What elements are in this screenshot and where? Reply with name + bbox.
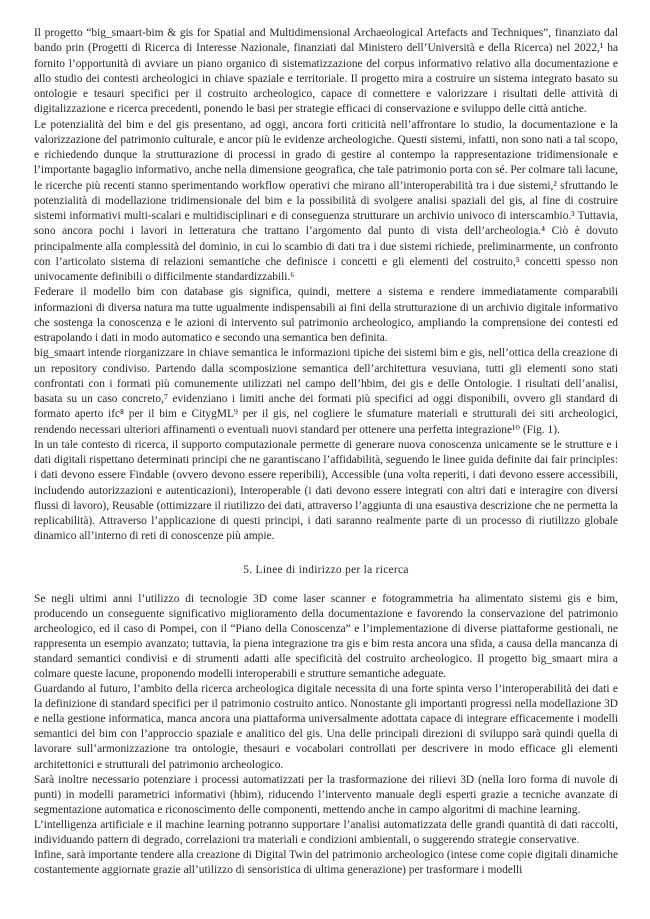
paragraph-project-intro: Il progetto “big_smaart-bim & gis for Spatial and Multidimensional Archaeological Artefacts and Techniques”, finanziato dal bando prin (Progetti di Ricerca di Interesse Nazionale, finanziati dal Ministero dell’Università e della Ricerca) nel 2022,¹ ha fornito l’opportunità di avviare un piano organico di sistematizzazione del corpus informativo relativo alla documentazione e allo studio dei contesti archeologici in chiave spaziale e territoriale. Il progetto mira a costruire un sistema integrato basato su ontologie e tesauri specifici per il costruito archeologico, capace di connettere e valorizzare i risultati delle attività di digitalizzazione e ricerca precedenti, ponendo le basi per strategie efficaci di conservazione e sviluppo delle città antiche. — [34, 27, 618, 116]
paragraph-future-interoperability: Guardando al futuro, l’ambito della ricerca archeologica digitale necessita di una forte spinta verso l’interoperabilità dei dati e la definizione di standard specifici per il patrimonio costruito antico. Nonostante gli importanti progressi nella modellazione 3D e nella gestione informatica, manca ancora una piattaforma universalmente adottata capace di integrare efficacemente i modelli semantici del bim con l’approccio spaziale e analitico del gis. Una delle principali direzioni di sviluppo sarà quindi quella di lavorare sull’armonizzazione tra ontologie, thesauri e vocabolari controllati per descrivere in modo efficace gli elementi architettonici e strutturali del patrimonio archeologico. — [34, 683, 618, 771]
paragraph-fair-principles: In un tale contesto di ricerca, il supporto computazionale permette di generare nuova conoscenza unicamente se le strutture e i dati digitali rispettano determinati principi che ne garantiscano l’affidabilità, seguendo le linee guida definite dai fair principles: i dati devono essere Findable (ovvero devono essere reperibili), Accessible (una volta reperiti, i dati devono essere accessibili, includendo autorizzazioni e autenticazioni), Interoperable (i dati devono essere integrati con altri dati e interagire con diversi flussi di lavoro), Reusable (ottimizzare il riutilizzo dei dati, attraverso l’aggiunta di una esaustiva descrizione che ne permetta la replicabilità). Attraverso l’applicazione di questi principi, i dati saranno realmente parte di un processo di riutilizzo globale dinamico all’interno di reti di conoscenze più ampie. — [34, 438, 618, 543]
paragraph-3d-technologies: Se negli ultimi anni l’utilizzo di tecnologie 3D come laser scanner e fotogrammetria ha alimentato sistemi gis e bim, producendo un conseguente significativo miglioramento della documentazione e favorendo la conservazione del patrimonio archeologico, ed il caso di Pompei, con il “Piano della Conoscenza” e l’implementazione di diverse piattaforme gestionali, ne rappresenta un esempio avanzato; tuttavia, la piena integrazione tra gis e bim resta ancora una sfida, a causa della mancanza di standard semantici condivisi e di strumenti adatti alle specificità del costruito archeologico. Il progetto big_smaart mira a colmare queste lacune, proponendo modelli interoperabili e strutture semantiche adeguate. — [34, 592, 618, 680]
section-heading: 5. Linee di indirizzo per la ricerca — [243, 563, 409, 576]
paragraph-ai-ml: L’intelligenza artificiale e il machine learning potranno supportare l’analisi automatizzata delle grandi quantità di dati raccolti, individuando pattern di degrado, correlazioni tra materiali e condizioni ambientali, o suggerendo strategie conservative. — [34, 818, 618, 846]
paragraph-bim-gis-criticalities: Le potenzialità del bim e del gis presentano, ad oggi, ancora forti criticità nell’affrontare lo studio, la documentazione e la valorizzazione del patrimonio culturale, e ancor più le evidenze archeologiche. Questi sistemi, infatti, non sono nati a tal scopo, e richiedendo dunque la strutturazione di processi in grado di gestire al contempo la rappresentazione tridimensionale e l’importante bagaglio informativo, anche nella dimensione geografica, che tale patrimonio porta con sé. Per colmare tali lacune, le ricerche più recenti stanno sperimentando workflow operativi che mirano all’interoperabilità tra i due sistemi,² sfruttando le potenzialità di modellazione tridimensionale del bim e la possibilità di svolgere analisi spaziali del gis, al fine di costruire sistemi informativi multi-scalari e multidisciplinari e di conseguenza strutturare un archivio univoco di interscambio.³ Tuttavia, sono ancora pochi i lavori in letteratura che trattano l’argomento dal punto di vista dell’archeologia.⁴ Ciò è dovuto principalmente alla complessità del dominio, in cui lo scambio di dati tra i due sistemi richiede, preliminarmente, un confronto con l’articolato sistema di relazioni semantiche che definisce i concetti e gli elementi del costruito,⁵ concetti spesso non univocamente definibili o difficilmente standardizzabili.⁶ — [34, 118, 618, 283]
section-4-body — [34, 26, 618, 545]
paragraph-automation: Sarà inoltre necessario potenziare i processi automatizzati per la trasformazione dei rilievi 3D (nella loro forma di nuvole di punti) in modelli parametrici informativi (hbim), riducendo l’intervento manuale degli esperti grazie a tecniche avanzate di segmentazione automatica e riconoscimento delle componenti, mettendo anche in campo algoritmi di machine learning. — [34, 773, 618, 816]
paragraph-digital-twin: Infine, sarà importante tendere alla creazione di Digital Twin del patrimonio archeologico (intese come copie digitali dinamiche costantemente aggiornate grazie all’utilizzo di sensoristica di ultima generazione) per trasformare i modelli — [34, 849, 618, 877]
page-body — [34, 26, 618, 878]
section-5-body — [34, 592, 618, 879]
paragraph-semantic-reorganization: big_smaart intende riorganizzare in chiave semantica le informazioni tipiche dei sistemi bim e gis, nell’ottica della creazione di un repository condiviso. Partendo dalla scomposizione semantica dell’architettura vesuviana, tutti gli elementi sono stati confrontati con i formati più comunemente utilizzati nel campo dell’hbim, dei gis e delle Ontologie. I risultati dell’analisi, basata su un caso concreto,⁷ evidenziano i limiti anche dei formati più specifici ad oggi disponibili, ovvero gli standard di formato aperto ifc⁸ per il bim e CitygML⁹ per il gis, nel cogliere le sfumature materiali e strutturali dei siti archeologici, rendendo necessari ulteriori affinamenti o eventuali nuovi standard per ottenere una perfetta integrazione¹⁰ (Fig. 1). — [34, 347, 618, 436]
paragraph-federating-models: Federare il modello bim con database gis significa, quindi, mettere a sistema e rendere immediatamente comparabili informazioni di diversa natura ma tutte ugualmente indispensabili ai fini della strutturazione di un archivio digitale informativo che sostenga la conoscenza e le azioni di intervento sul patrimonio archeologico, ampliando la comprensione dei contesti ed estrapolando i dati in modo automatico e secondo una semantica ben definita. — [34, 286, 618, 344]
